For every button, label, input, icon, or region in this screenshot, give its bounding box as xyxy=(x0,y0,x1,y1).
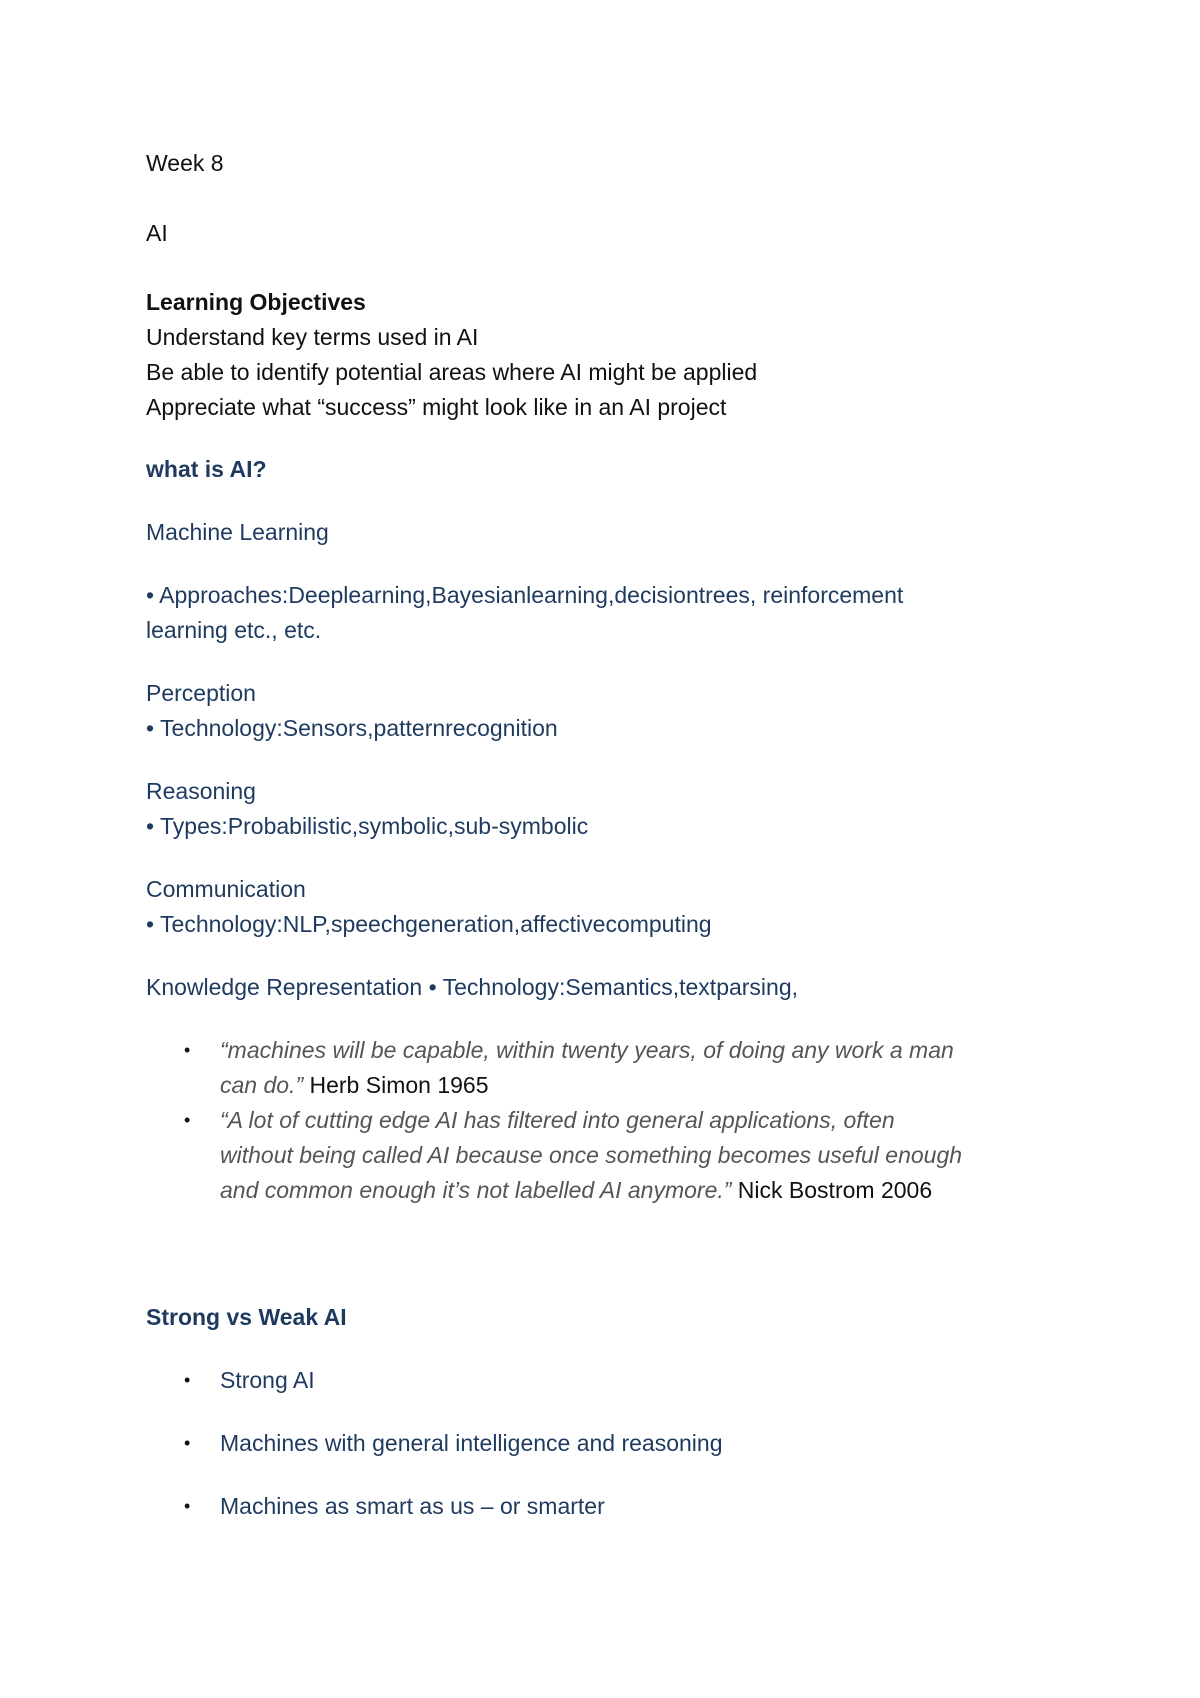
reasoning-detail: • Types:Probabilistic,symbolic,sub-symbolic xyxy=(146,813,589,839)
quote-line-with-author xyxy=(220,1173,932,1208)
quote-line: without being called AI because once something becomes useful enough xyxy=(220,1142,963,1168)
strong-weak-item: Machines as smart as us – or smarter xyxy=(220,1493,605,1519)
objective-item: Appreciate what “success” might look like in an AI project xyxy=(146,394,727,420)
perception-detail: • Technology:Sensors,patternrecognition xyxy=(146,715,558,741)
quote-line: “A lot of cutting edge AI has filtered into general applications, often xyxy=(220,1107,895,1133)
what-is-ai-heading: what is AI? xyxy=(146,456,267,482)
knowledge-representation-line: Knowledge Representation • Technology:Semantics,textparsing, xyxy=(146,974,799,1000)
objective-item: Be able to identify potential areas where AI might be applied xyxy=(146,359,758,385)
quote-line: “machines will be capable, within twenty years, of doing any work a man xyxy=(220,1037,954,1063)
bullet-icon: • xyxy=(184,1040,191,1060)
communication-title: Communication xyxy=(146,876,306,902)
quote-text: can do.” xyxy=(220,1072,304,1098)
quote-author: Nick Bostrom 2006 xyxy=(731,1177,933,1203)
quote-author: Herb Simon 1965 xyxy=(303,1072,489,1098)
objective-item: Understand key terms used in AI xyxy=(146,324,479,350)
machine-learning-detail: • Approaches:Deeplearning,Bayesianlearning,decisiontrees, reinforcement xyxy=(146,582,904,608)
bullet-icon: • xyxy=(184,1433,191,1453)
bullet-icon: • xyxy=(184,1370,191,1390)
machine-learning-title: Machine Learning xyxy=(146,519,329,545)
communication-detail: • Technology:NLP,speechgeneration,affectivecomputing xyxy=(146,911,712,937)
strong-weak-item: Strong AI xyxy=(220,1367,315,1393)
bullet-icon: • xyxy=(184,1110,191,1130)
topic-label: AI xyxy=(146,220,168,246)
strong-vs-weak-heading: Strong vs Weak AI xyxy=(146,1304,347,1330)
reasoning-title: Reasoning xyxy=(146,778,256,804)
quote-line-with-author xyxy=(220,1068,489,1103)
week-label: Week 8 xyxy=(146,150,224,176)
quote-text: and common enough it’s not labelled AI anymore.” xyxy=(220,1177,732,1203)
machine-learning-detail-cont: learning etc., etc. xyxy=(146,617,322,643)
perception-title: Perception xyxy=(146,680,256,706)
objectives-heading: Learning Objectives xyxy=(146,289,366,315)
bullet-icon: • xyxy=(184,1496,191,1516)
strong-weak-item: Machines with general intelligence and reasoning xyxy=(220,1430,723,1456)
